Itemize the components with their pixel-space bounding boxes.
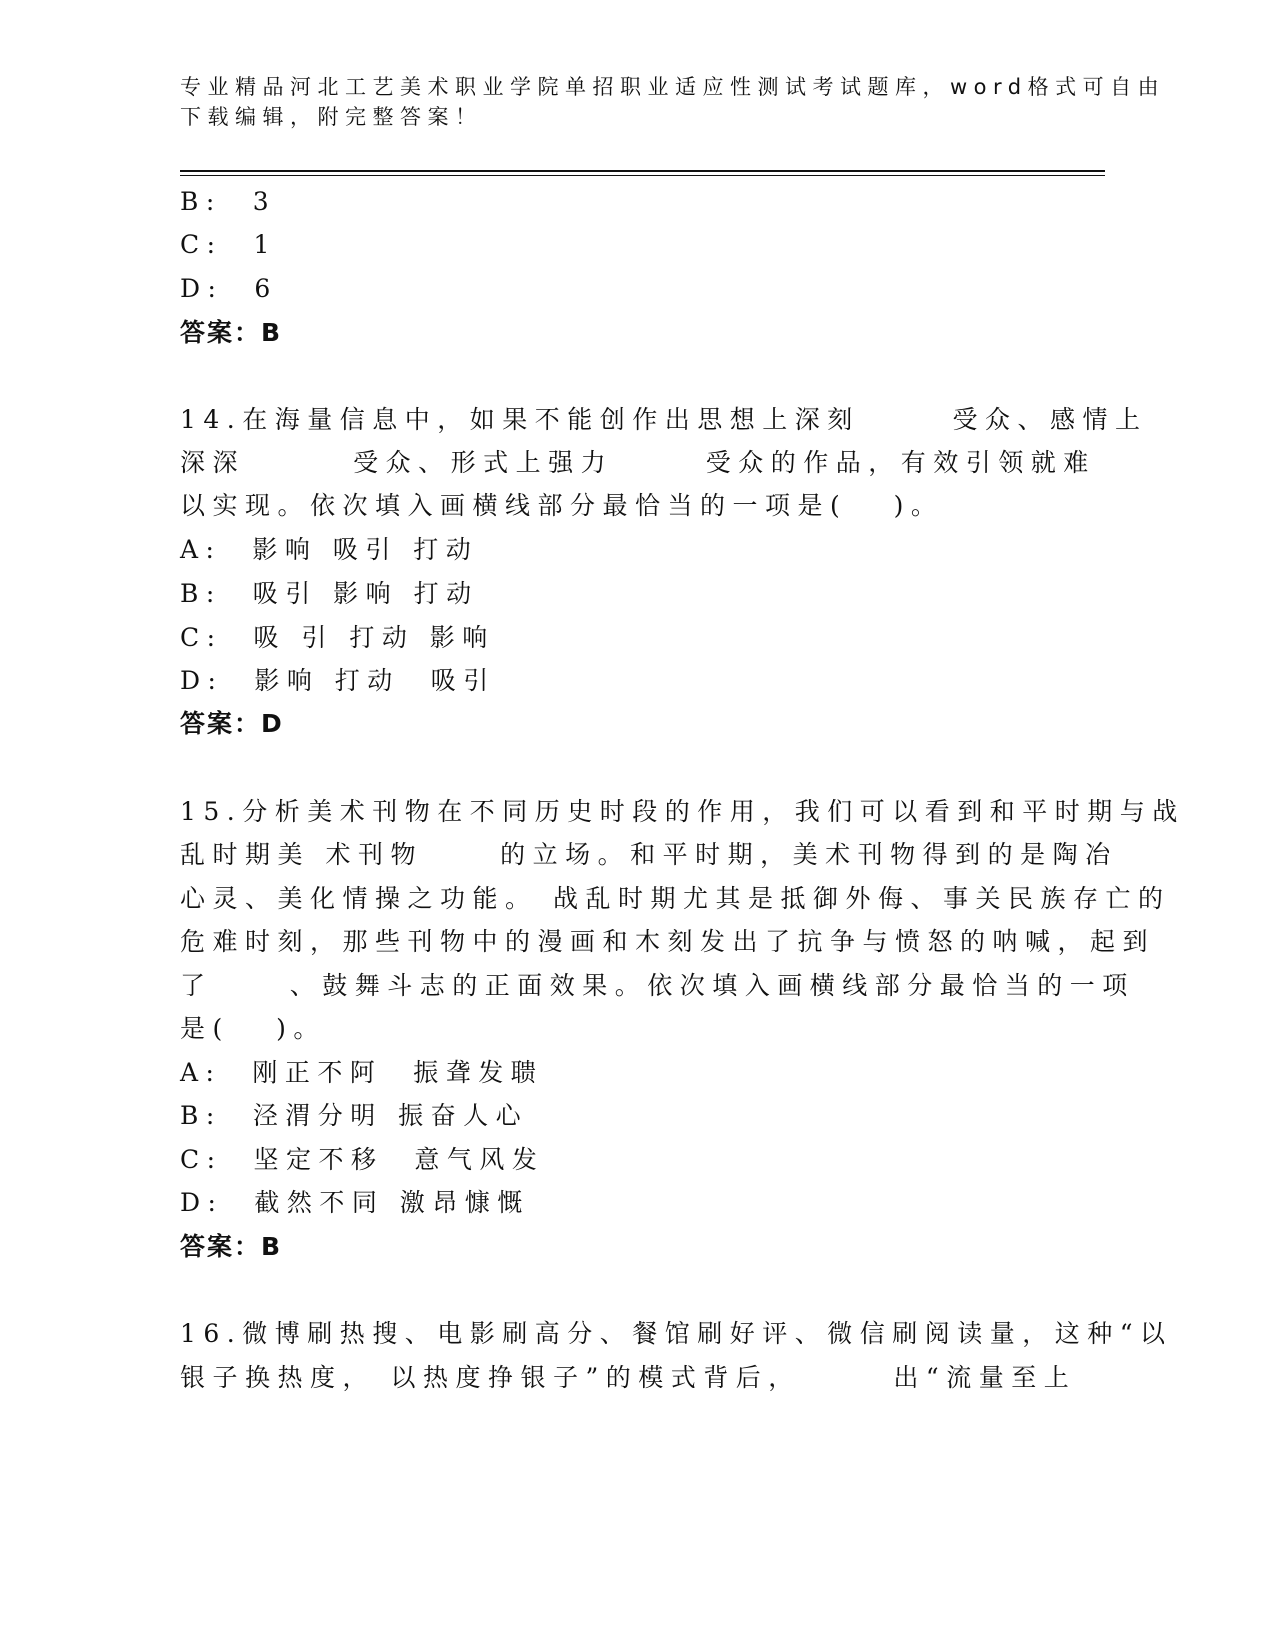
question-text: 了 、鼓舞斗志的正面效果。依次填入画横线部分最恰当的一项 <box>180 971 1135 1000</box>
option-b: B: 泾渭分明 振奋人心 <box>180 1101 529 1130</box>
option-a: A: 刚正不阿 振聋发聩 <box>180 1058 544 1087</box>
question-text: 银子换热度， 以热度挣银子”的模式背后， 出“流量至上 <box>180 1363 1077 1392</box>
option-c: C: 1 <box>180 230 277 259</box>
answer: 答案：B <box>180 318 283 347</box>
option-b: B: 吸引 影响 打动 <box>180 579 479 608</box>
question-text: 15.分析美术刊物在不同历史时段的作用，我们可以看到和平时期与战 <box>180 797 1185 826</box>
question-text: 16.微博刷热搜、电影刷高分、餐馆刷好评、微信刷阅读量，这种“以 <box>180 1319 1173 1348</box>
question-text: 危难时刻，那些刊物中的漫画和木刻发出了抗争与愤怒的呐喊，起到 <box>180 927 1156 956</box>
answer: 答案：D <box>180 709 284 738</box>
option-c: C: 吸 引 打动 影响 <box>180 623 495 652</box>
question-text: 以实现。依次填入画横线部分最恰当的一项是( )。 <box>180 491 944 520</box>
header-rule-top <box>180 170 1105 172</box>
answer: 答案：B <box>180 1232 283 1261</box>
header-line-2: 下载编辑，附完整答案！ <box>180 105 483 129</box>
option-d: D: 影响 打动 吸引 <box>180 666 496 695</box>
option-d: D: 截然不同 激昂慷慨 <box>180 1188 530 1217</box>
header-rule-bottom <box>180 175 1105 176</box>
header-line-1: 专业精品河北工艺美术职业学院单招职业适应性测试考试题库，word格式可自由 <box>180 75 1166 99</box>
question-text: 是( )。 <box>180 1014 326 1043</box>
question-text: 深深 受众、形式上强力 受众的作品，有效引领就难 <box>180 448 1096 477</box>
option-a: A: 影响 吸引 打动 <box>180 535 479 564</box>
option-b: B: 3 <box>180 187 277 216</box>
question-text: 14.在海量信息中，如果不能创作出思想上深刻 受众、感情上 <box>180 405 1148 434</box>
question-text: 心灵、美化情操之功能。 战乱时期尤其是抵御外侮、事关民族存亡的 <box>180 884 1171 913</box>
option-d: D: 6 <box>180 274 278 303</box>
option-c: C: 坚定不移 意气风发 <box>180 1145 545 1174</box>
question-text: 乱时期美 术刊物 的立场。和平时期，美术刊物得到的是陶冶 <box>180 840 1118 869</box>
